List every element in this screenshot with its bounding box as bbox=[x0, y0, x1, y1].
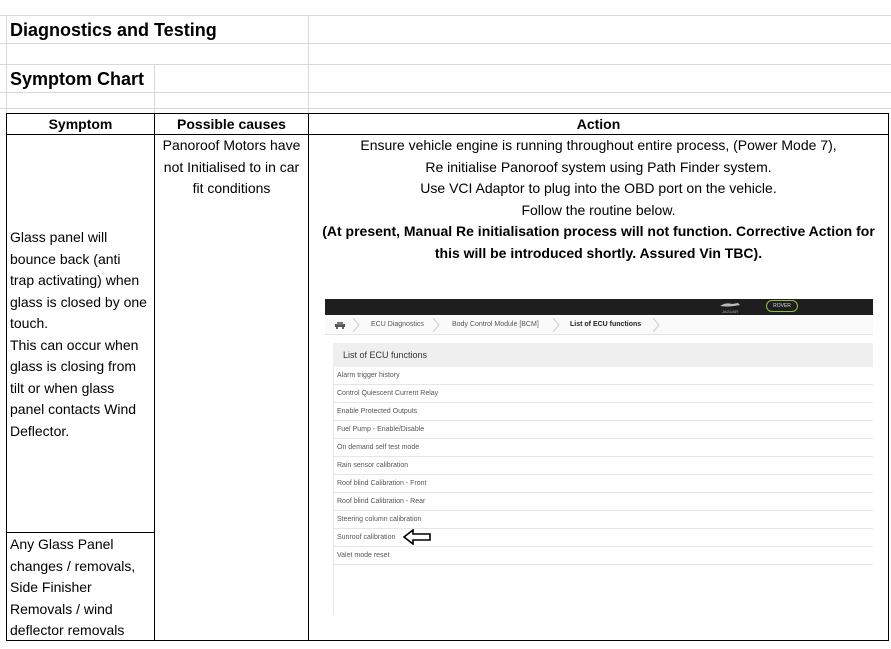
causes-line: not Initialised to in car bbox=[163, 158, 300, 175]
grid-line bbox=[154, 65, 155, 113]
list-item-on-demand-self-test[interactable]: On demand self test mode bbox=[333, 439, 873, 457]
list-item-alarm-trigger-history[interactable]: Alarm trigger history bbox=[333, 367, 873, 385]
table-border-bottom bbox=[6, 640, 889, 641]
list-item-control-quiescent-current-relay[interactable]: Control Quiescent Current Relay bbox=[333, 385, 873, 403]
grid-line bbox=[0, 15, 891, 16]
symptom-line: This can occur when bbox=[10, 336, 139, 353]
action-warning-line: this will be introduced shortly. Assured Vin TBC). bbox=[434, 244, 763, 261]
action-line: Re initialise Panoroof system using Path Finder system. bbox=[425, 158, 772, 175]
symptom-cell-2 bbox=[10, 534, 135, 642]
action-line: Ensure vehicle engine is running throughout entire process, (Power Mode 7), bbox=[360, 137, 837, 153]
table-border-symptom-split bbox=[6, 532, 155, 533]
list-item-enable-protected-outputs[interactable]: Enable Protected Outputs bbox=[333, 403, 873, 421]
car-icon[interactable] bbox=[334, 321, 346, 329]
app-topbar bbox=[325, 299, 873, 315]
symptom-line: panel contacts Wind bbox=[10, 401, 137, 417]
list-item-roof-blind-front[interactable]: Roof blind Calibration - Front bbox=[333, 475, 873, 493]
chevron-right-icon bbox=[651, 318, 661, 332]
grid-line bbox=[0, 92, 891, 93]
page-title: Diagnostics and Testing bbox=[10, 20, 217, 40]
grid-line bbox=[0, 64, 891, 65]
jaguar-logo bbox=[718, 301, 742, 313]
symptom-line: glass is closing from bbox=[10, 358, 137, 374]
symptom-line: Deflector. bbox=[10, 422, 70, 439]
action-warning-line: (At present, Manual Re initialisation process will not function. Corrective Action for bbox=[322, 223, 875, 239]
symptom-line: tilt or when glass bbox=[10, 379, 115, 396]
diagnostic-screenshot bbox=[325, 299, 873, 585]
header-possible-causes: Possible causes bbox=[177, 116, 286, 132]
table-border-left bbox=[6, 113, 7, 641]
breadcrumb-body-control-module[interactable]: Body Control Module [BCM] bbox=[452, 321, 539, 328]
grid-line bbox=[0, 108, 891, 109]
symptom-cell-1 bbox=[10, 227, 147, 442]
symptom-line: Side Finisher bbox=[10, 579, 92, 595]
symptom-line: glass is closed by one bbox=[10, 293, 147, 310]
list-item-roof-blind-rear[interactable]: Roof blind Calibration - Rear bbox=[333, 493, 873, 511]
ecu-list-title: List of ECU functions bbox=[333, 343, 873, 367]
causes-line: fit conditions bbox=[192, 180, 271, 196]
symptom-line: deflector removals bbox=[10, 622, 125, 638]
land-rover-logo: ROVER bbox=[766, 300, 798, 312]
chevron-right-icon bbox=[431, 318, 441, 332]
symptom-line: Any Glass Panel bbox=[10, 536, 114, 552]
symptom-line: bounce back (anti bbox=[10, 250, 121, 267]
breadcrumb-list-of-ecu-functions[interactable]: List of ECU functions bbox=[570, 321, 642, 328]
chevron-right-icon bbox=[351, 318, 361, 332]
list-item-steering-column-calibration[interactable]: Steering column calibration bbox=[333, 511, 873, 529]
jaguar-logo-text: JAGUAR bbox=[721, 309, 739, 314]
symptom-line: touch. bbox=[10, 315, 49, 331]
jaguar-leaper-icon bbox=[718, 301, 742, 308]
symptom-line: Removals / wind bbox=[10, 600, 113, 617]
action-cell bbox=[309, 135, 888, 264]
causes-line: Panoroof Motors have bbox=[162, 137, 301, 153]
grid-line bbox=[0, 43, 891, 44]
table-border-top bbox=[6, 113, 889, 114]
causes-cell bbox=[155, 135, 308, 200]
breadcrumb bbox=[325, 316, 873, 335]
list-item-fuel-pump[interactable]: Fuel Pump - Enable/Disable bbox=[333, 421, 873, 439]
grid-line bbox=[308, 15, 309, 113]
action-line: Use VCI Adaptor to plug into the OBD port on the vehicle. bbox=[420, 180, 777, 196]
header-action: Action bbox=[576, 116, 621, 132]
table-border-right bbox=[888, 113, 889, 641]
arrow-left-icon bbox=[403, 529, 431, 545]
grid-line bbox=[6, 15, 7, 113]
chevron-right-icon bbox=[551, 318, 561, 332]
list-item-valet-mode-reset[interactable]: Valet mode reset bbox=[333, 547, 873, 565]
section-title: Symptom Chart bbox=[10, 69, 145, 89]
symptom-line: changes / removals, bbox=[10, 557, 136, 574]
action-line: Follow the routine below. bbox=[521, 201, 676, 218]
list-item-rain-sensor-calibration[interactable]: Rain sensor calibration bbox=[333, 457, 873, 475]
symptom-line: Glass panel will bbox=[10, 229, 108, 245]
symptom-line: trap activating) when bbox=[10, 272, 140, 288]
list-item-sunroof-calibration[interactable]: Sunroof calibration bbox=[333, 529, 873, 547]
header-symptom: Symptom bbox=[48, 116, 113, 132]
breadcrumb-ecu-diagnostics[interactable]: ECU Diagnostics bbox=[371, 321, 424, 328]
